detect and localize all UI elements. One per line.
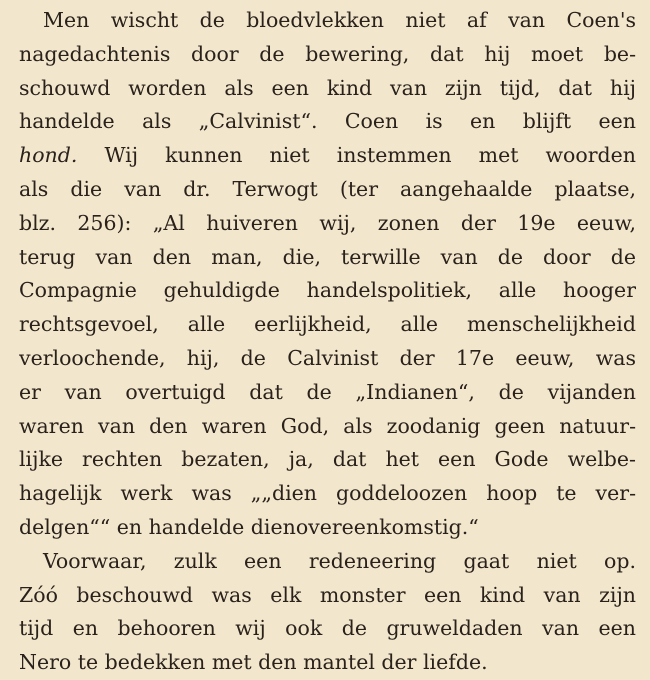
- text-line: tijd en behooren wij ook de gruweldaden van een: [19, 616, 636, 641]
- paragraph-1: [19, 4, 636, 545]
- italic-word: hond.: [19, 143, 78, 168]
- text-line: terug van den man, die, terwille van de door de: [19, 244, 636, 269]
- text-line: blz. 256): „Al huiveren wij, zonen der 19e eeuw,: [19, 210, 636, 235]
- text-line: Zóó beschouwd was elk monster een kind van zijn: [19, 582, 636, 607]
- text-line: handelde als „Calvinist“. Coen is en blijft een: [19, 109, 636, 134]
- text-line: lijke rechten bezaten, ja, dat het een Gode welbe-: [19, 447, 636, 472]
- text-line: nagedachtenis door de bewering, dat hij moet be-: [19, 41, 636, 66]
- text-line: Voorwaar, zulk een redeneering gaat niet op.: [43, 548, 636, 573]
- text-line: er van overtuigd dat de „Indianen“, de vijanden: [19, 379, 636, 404]
- paragraph-2: [19, 545, 636, 680]
- text-line: verloochende, hij, de Calvinist der 17e eeuw, was: [19, 345, 636, 370]
- text-line: Men wischt de bloedvlekken niet af van Coen's: [43, 8, 636, 32]
- text-line: Nero te bedekken met den mantel der liefde.: [19, 650, 488, 675]
- text-line: hagelijk werk was „„dien goddeloozen hoop te ver-: [19, 481, 636, 506]
- text-line: rechtsgevoel, alle eerlijkheid, alle menschelijkheid: [19, 312, 636, 337]
- text-line: [19, 139, 636, 173]
- text-fragment: Wij kunnen niet instemmen met woorden: [77, 143, 636, 168]
- text-line: waren van den waren God, als zoodanig geen natuur-: [19, 413, 636, 438]
- text-line: schouwd worden als een kind van zijn tijd, dat hij: [19, 75, 636, 100]
- text-line: Compagnie gehuldigde handelspolitiek, alle hooger: [19, 278, 636, 303]
- text-line: als die van dr. Terwogt (ter aangehaalde plaatse,: [19, 176, 636, 201]
- text-line: delgen““ en handelde dienovereenkomstig.“: [19, 514, 479, 539]
